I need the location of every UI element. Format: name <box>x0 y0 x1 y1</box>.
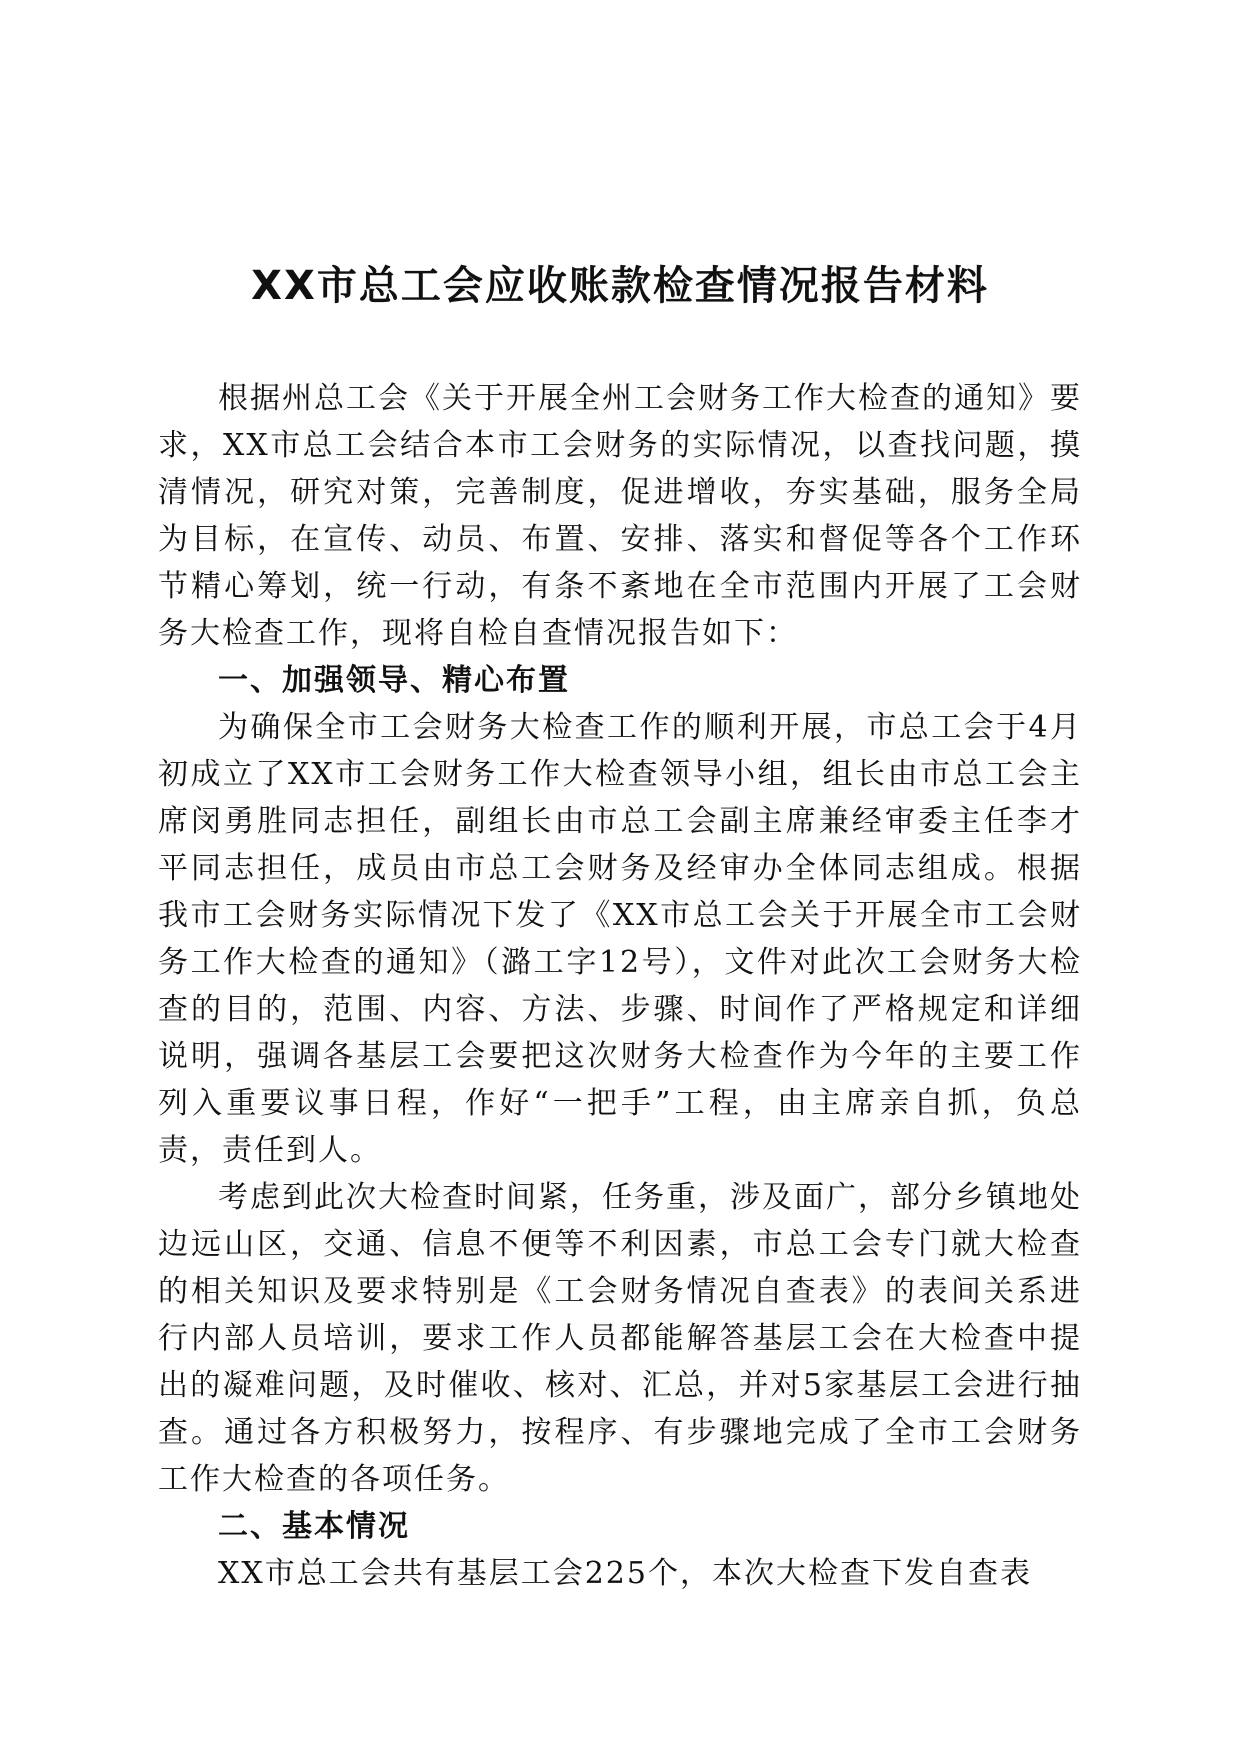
section-heading-1: 一、加强领导、精心布置 <box>218 663 570 698</box>
section-1-paragraph-2: 考虑到此次大检查时间紧，任务重，涉及面广，部分乡镇地处边远山区，交通、信息不便等不利因素，市总工会专门就大检查的相关知识及要求特别是《工会财务情况自查表》的表间关系进行内部人员培训，要求工作人员都能解答基层工会在大检查中提出的凝难问题，及时催收、核对、汇总，并对5家基层工会进行抽查。通过各方积极努力，按程序、有步骤地完成了全市工会财务工作大检查的各项任务。 <box>158 1180 1082 1497</box>
section-2-paragraph-1: XX市总工会共有基层工会225个，本次大检查下发自查表 <box>218 1556 1032 1591</box>
page-title: XX市总工会应收账款检查情况报告材料 <box>251 263 989 309</box>
document-body <box>158 375 1082 1597</box>
section-1-paragraph-1: 为确保全市工会财务大检查工作的顺利开展，市总工会于4月初成立了XX市工会财务工作大检查领导小组，组长由市总工会主席闵勇胜同志担任，副组长由市总工会副主席兼经审委主任李才平同志担任，成员由市总工会财务及经审办全体同志组成。根据我市工会财务实际情况下发了《XX市总工会关于开展全市工会财务工作大检查的通知》（潞工字12号），文件对此次工会财务大检查的目的，范围、内容、方法、步骤、时间作了严格规定和详细说明，强调各基层工会要把这次财务大检查作为今年的主要工作列入重要议事日程，作好“一把手”工程，由主席亲自抓，负总责，责任到人。 <box>158 710 1082 1168</box>
section-heading-2: 二、基本情况 <box>218 1509 410 1544</box>
intro-paragraph: 根据州总工会《关于开展全州工会财务工作大检查的通知》要求，XX市总工会结合本市工会财务的实际情况，以查找问题，摸清情况，研究对策，完善制度，促进增收，夯实基础，服务全局为目标，在宣传、动员、布置、安排、落实和督促等各个工作环节精心筹划，统一行动，有条不紊地在全市范围内开展了工会财务大检查工作，现将自检自查情况报告如下： <box>158 381 1082 651</box>
